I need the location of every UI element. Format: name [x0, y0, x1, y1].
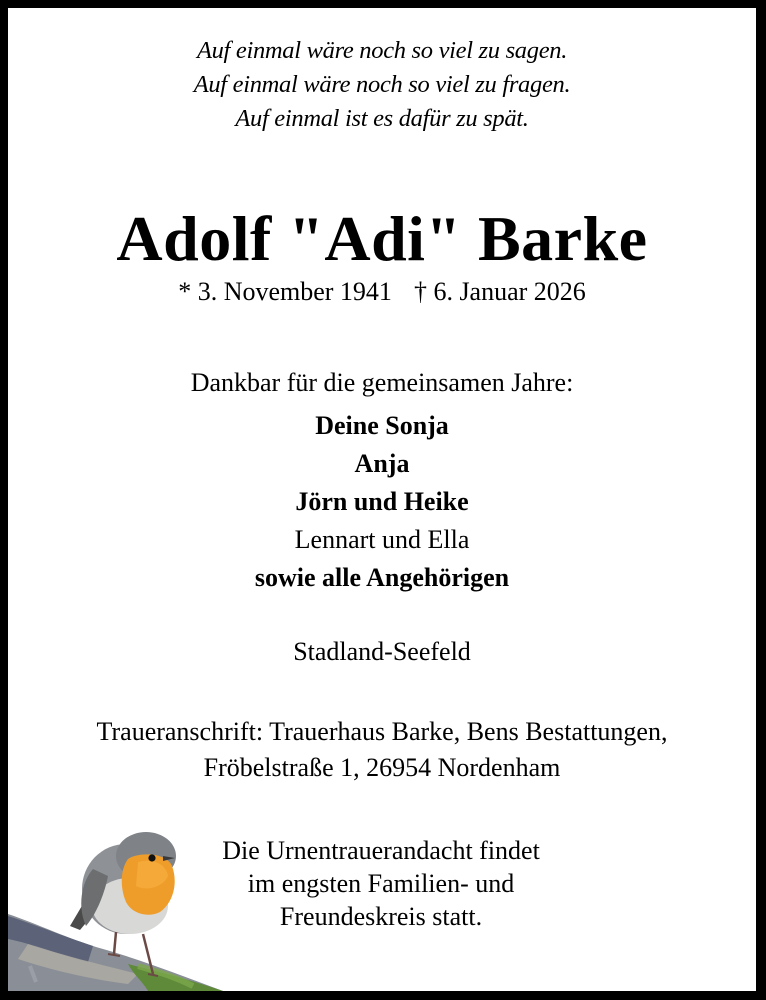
notice-line: im engsten Familien- und	[247, 869, 515, 898]
mourner-name: Jörn und Heike	[295, 487, 469, 516]
address-line: Traueranschrift: Trauerhaus Barke, Bens Bestattungen,	[96, 717, 668, 746]
address-line: Fröbelstraße 1, 26954 Nordenham	[203, 753, 561, 782]
place: Stadland-Seefeld	[293, 637, 471, 666]
notice-line: Die Urnentrauerandacht findet	[222, 836, 540, 865]
notice-line: Freundeskreis statt.	[279, 902, 483, 931]
robin-on-branch-image	[8, 814, 248, 991]
poem-line: Auf einmal wäre noch so viel zu sagen.	[196, 37, 568, 64]
poem	[8, 34, 756, 136]
mourners-list	[8, 407, 756, 597]
life-dates	[8, 276, 756, 308]
poem-line: Auf einmal wäre noch so viel zu fragen.	[193, 71, 571, 98]
mourner-name: Deine Sonja	[315, 411, 449, 440]
obituary-card	[8, 8, 756, 991]
mourner-name: sowie alle Angehörigen	[254, 563, 510, 592]
birth-date: * 3. November 1941	[178, 277, 392, 306]
mourner-name: Anja	[354, 449, 410, 478]
poem-line: Auf einmal ist es dafür zu spät.	[235, 105, 529, 132]
thanks-intro: Dankbar für die gemeinsamen Jahre:	[190, 368, 574, 397]
mourning-address	[8, 714, 756, 786]
mourner-name: Lennart und Ella	[294, 525, 470, 554]
death-date: † 6. Januar 2026	[413, 277, 586, 306]
deceased-name: Adolf "Adi" Barke	[116, 203, 648, 274]
